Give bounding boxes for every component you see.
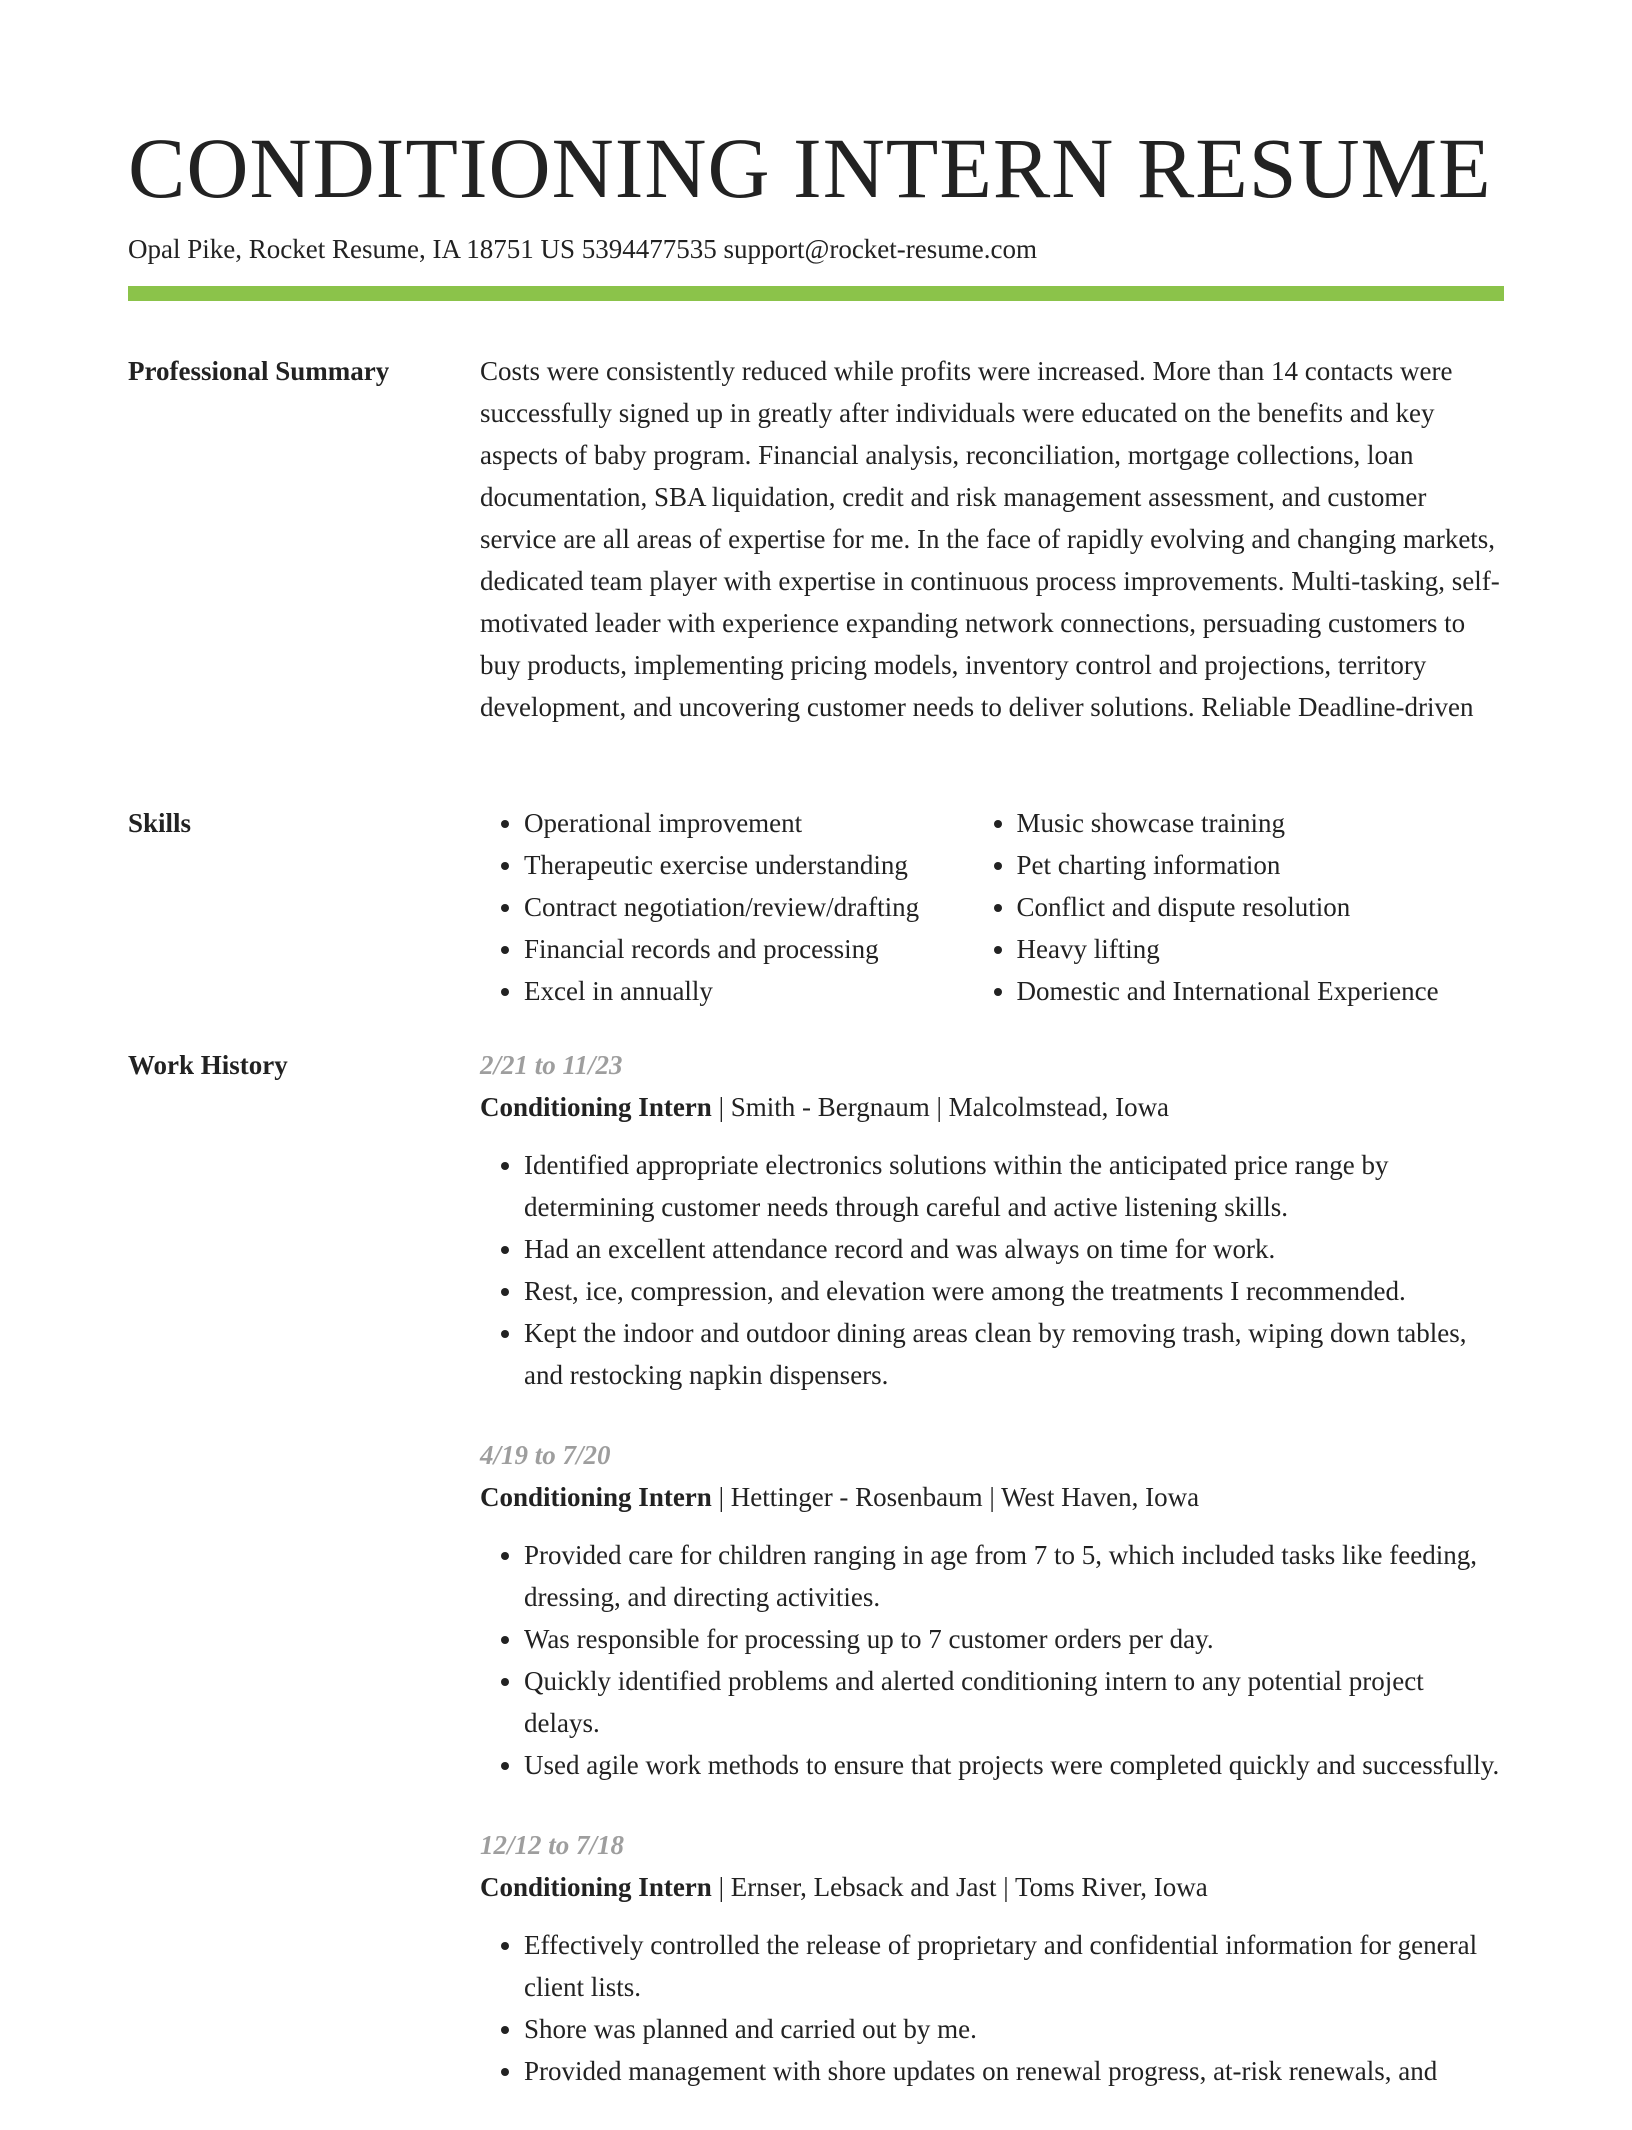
- job-title: Conditioning Intern: [480, 1482, 712, 1512]
- skill-item: • Excel in annually: [524, 970, 973, 1012]
- skills-body: [480, 802, 1504, 1012]
- job-bullet-list: [480, 1144, 1504, 1396]
- job-dates: 12/12 to 7/18: [480, 1830, 625, 1860]
- job-bullet: • Had an excellent attendance record and was always on time for work.: [524, 1228, 1504, 1270]
- skills-list-right: [973, 802, 1505, 1012]
- skill-item: • Operational improvement: [524, 802, 973, 844]
- skill-item: • Pet charting information: [1017, 844, 1505, 886]
- job-bullet: • Rest, ice, compression, and elevation were among the treatments I recommended.: [524, 1270, 1504, 1312]
- job-title: Conditioning Intern: [480, 1092, 712, 1122]
- skills-columns: [480, 802, 1504, 1012]
- job-entry: [480, 1824, 1504, 2092]
- job-heading: [480, 1086, 1504, 1128]
- skill-item: • Heavy lifting: [1017, 928, 1505, 970]
- skill-item: • Financial records and processing: [524, 928, 973, 970]
- skill-item: • Music showcase training: [1017, 802, 1505, 844]
- work-history-heading: Work History: [128, 1050, 288, 1080]
- job-bullet: • Was responsible for processing up to 7 customer orders per day.: [524, 1618, 1504, 1660]
- job-bullet: • Provided management with shore updates on renewal progress, at-risk renewals, and: [524, 2050, 1504, 2092]
- job-bullet-list: [480, 1534, 1504, 1786]
- job-employer-location: | Hettinger - Rosenbaum | West Haven, Iowa: [711, 1482, 1200, 1512]
- summary-heading: Professional Summary: [128, 356, 390, 386]
- work-history-body: [480, 1044, 1504, 2130]
- job-bullet-list: [480, 1924, 1504, 2092]
- job-bullet: • Shore was planned and carried out by me.: [524, 2008, 1504, 2050]
- job-bullet: • Identified appropriate electronics solutions within the anticipated price range by determining customer needs through careful and active listening skills.: [524, 1144, 1504, 1228]
- job-bullet: • Kept the indoor and outdoor dining areas clean by removing trash, wiping down tables, and restocking napkin dispensers.: [524, 1312, 1504, 1396]
- contact-line: Opal Pike, Rocket Resume, IA 18751 US 5394477535 support@rocket-resume.com: [128, 234, 1037, 264]
- skill-item: • Domestic and International Experience: [1017, 970, 1505, 1012]
- resume-title: CONDITIONING INTERN RESUME: [128, 120, 1492, 216]
- job-bullet: • Quickly identified problems and alerted conditioning intern to any potential project delays.: [524, 1660, 1504, 1744]
- job-bullet: • Effectively controlled the release of proprietary and confidential information for general client lists.: [524, 1924, 1504, 2008]
- skill-item: • Therapeutic exercise understanding: [524, 844, 973, 886]
- skill-item: • Conflict and dispute resolution: [1017, 886, 1505, 928]
- job-entry: [480, 1434, 1504, 1786]
- job-bullet: • Provided care for children ranging in age from 7 to 5, which included tasks like feeding, dressing, and directing activities.: [524, 1534, 1504, 1618]
- skills-list-left: [480, 802, 973, 1012]
- job-dates: 2/21 to 11/23: [480, 1050, 623, 1080]
- job-employer-location: | Ernser, Lebsack and Jast | Toms River, Iowa: [711, 1872, 1208, 1902]
- job-dates: 4/19 to 7/20: [480, 1440, 611, 1470]
- job-bullet: • Used agile work methods to ensure that projects were completed quickly and successfully.: [524, 1744, 1504, 1786]
- skills-heading: Skills: [128, 808, 192, 838]
- header-divider: [128, 286, 1504, 301]
- job-heading: [480, 1476, 1504, 1518]
- skill-item: • Contract negotiation/review/drafting: [524, 886, 973, 928]
- job-heading: [480, 1866, 1504, 1908]
- job-entry: [480, 1044, 1504, 1396]
- summary-text: Costs were consistently reduced while profits were increased. More than 14 contacts were successfully signed up in greatly after individuals were educated on the benefits and key aspects of baby program. Financial analysis, reconciliation, mortgage collections, loan documentation, SBA liquidation, credit and risk management assessment, and customer service are all areas of expertise for me. In the face of rapidly evolving and changing markets, dedicated team player with expertise in continuous process improvements. Multi-tasking, self-motivated leader with experience expanding network connections, persuading customers to buy products, implementing pricing models, inventory control and projections, territory development, and uncovering customer needs to deliver solutions. Reliable Deadline-driven: [480, 356, 1500, 722]
- summary-body: [480, 350, 1504, 728]
- job-title: Conditioning Intern: [480, 1872, 712, 1902]
- job-employer-location: | Smith - Bergnaum | Malcolmstead, Iowa: [711, 1092, 1170, 1122]
